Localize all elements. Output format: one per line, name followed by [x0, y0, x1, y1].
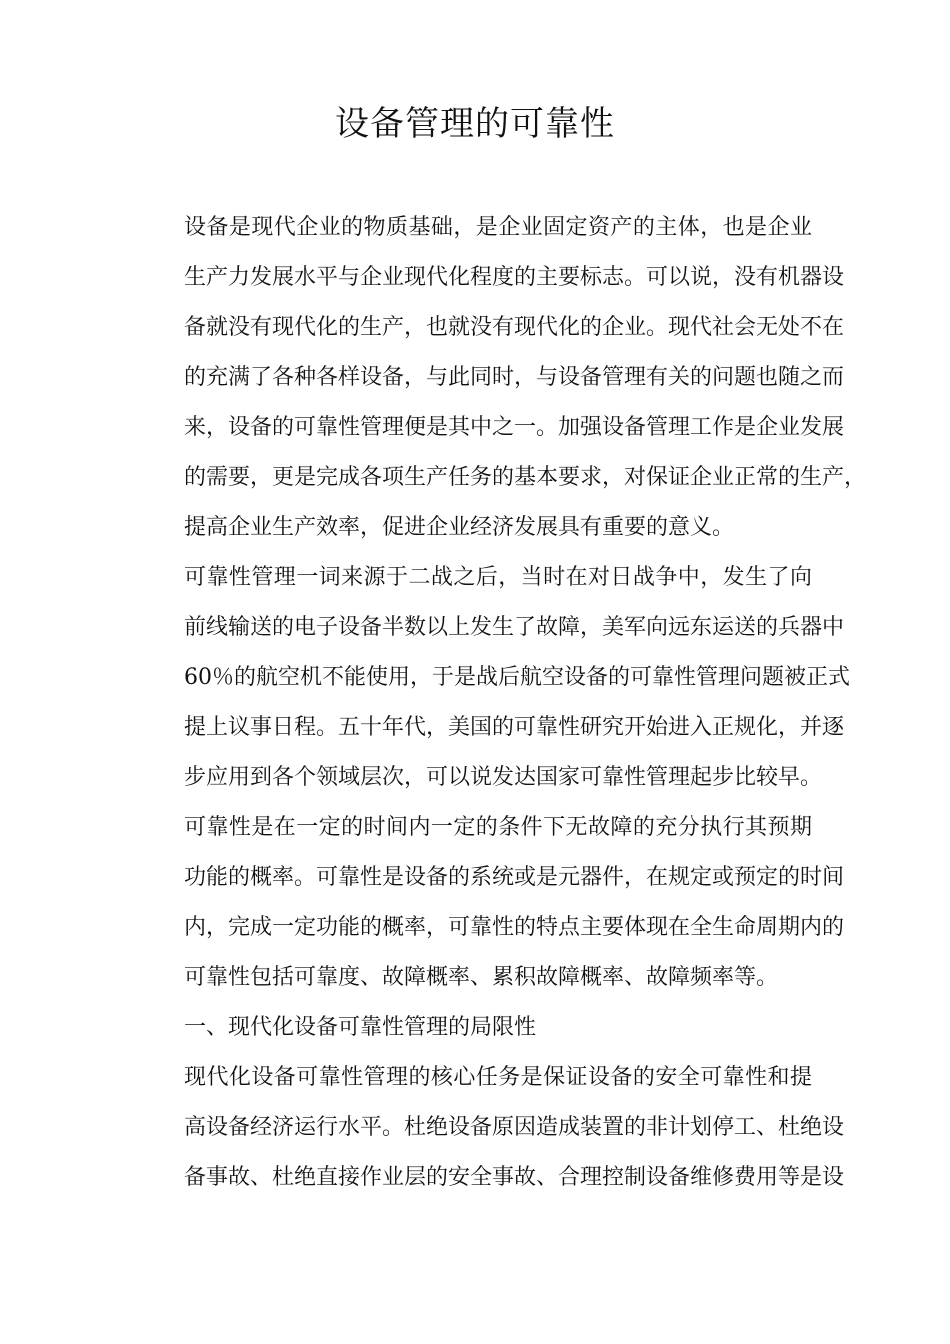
text-line: 内，完成一定功能的概率，可靠性的特点主要体现在全生命周期内的 — [184, 915, 845, 940]
text-line: 一、现代化设备可靠性管理的局限性 — [184, 1015, 537, 1040]
text-line: 可靠性是在一定的时间内一定的条件下无故障的充分执行其预期 — [184, 815, 812, 840]
paragraph-4 — [140, 1053, 845, 1203]
text-line: 提上议事日程。五十年代，美国的可靠性研究开始进入正规化，并逐 — [184, 715, 845, 740]
text-line: 可靠性管理一词来源于二战之后，当时在对日战争中，发生了向 — [184, 565, 812, 590]
text-line: 提高企业生产效率，促进企业经济发展具有重要的意义。 — [184, 515, 735, 540]
paragraph-2 — [140, 553, 850, 803]
section-heading-1 — [140, 1003, 812, 1053]
text-line: 的充满了各种各样设备，与此同时，与设备管理有关的问题也随之而 — [184, 365, 845, 390]
text-line: 可靠性包括可靠度、故障概率、累积故障概率、故障频率等。 — [184, 965, 779, 990]
text-line: 备事故、杜绝直接作业层的安全事故、合理控制设备维修费用等是设 — [184, 1165, 845, 1190]
text-line: 来，设备的可靠性管理便是其中之一。加强设备管理工作是企业发展 — [184, 415, 845, 440]
text-line: 60％的航空机不能使用，于是战后航空设备的可靠性管理问题被正式 — [184, 665, 850, 690]
document-title: 设备管理的可靠性 — [335, 104, 615, 144]
paragraph-1 — [140, 203, 867, 553]
text-line: 现代化设备可靠性管理的核心任务是保证设备的安全可靠性和提 — [184, 1065, 812, 1090]
paragraph-3 — [140, 803, 845, 1003]
text-line: 前线输送的电子设备半数以上发生了故障，美军向远东运送的兵器中 — [184, 615, 845, 640]
document-body — [140, 203, 867, 1203]
text-line: 设备是现代企业的物质基础，是企业固定资产的主体，也是企业 — [184, 215, 812, 240]
text-line: 高设备经济运行水平。杜绝设备原因造成装置的非计划停工、杜绝设 — [184, 1115, 845, 1140]
text-line: 生产力发展水平与企业现代化程度的主要标志。可以说，没有机器设 — [184, 265, 845, 290]
text-line: 备就没有现代化的生产，也就没有现代化的企业。现代社会无处不在 — [184, 315, 845, 340]
text-line: 功能的概率。可靠性是设备的系统或是元器件，在规定或预定的时间 — [184, 865, 845, 890]
text-line: 的需要，更是完成各项生产任务的基本要求，对保证企业正常的生产， — [184, 465, 867, 490]
text-line: 步应用到各个领域层次，可以说发达国家可靠性管理起步比较早。 — [184, 765, 823, 790]
